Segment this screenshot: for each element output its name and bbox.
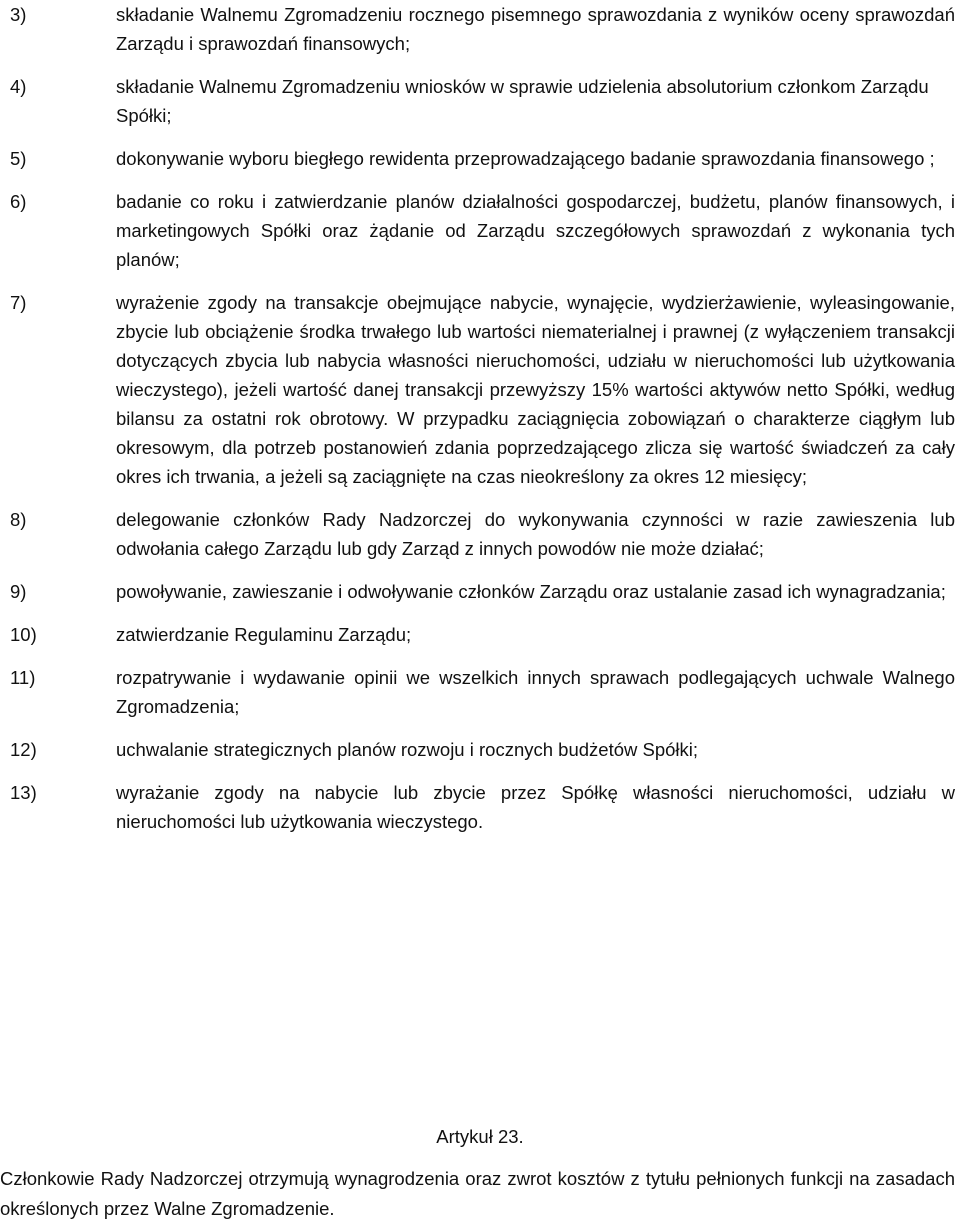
- item-number: 4): [10, 76, 27, 97]
- article-body: Członkowie Rady Nadzorczej otrzymują wynagrodzenia oraz zwrot kosztów z tytułu pełnionych funkcji na zasadach określonych przez Walne Zgromadzenie.: [0, 1168, 955, 1219]
- item-number: 11): [10, 667, 36, 688]
- article-title: Artykuł 23.: [436, 1126, 524, 1147]
- item-number: 9): [10, 581, 27, 602]
- list-item: [10, 187, 955, 274]
- item-number: 7): [10, 292, 27, 313]
- list-item: [10, 505, 955, 563]
- list-item: [10, 577, 955, 606]
- item-text: delegowanie członków Rady Nadzorczej do wykonywania czynności w razie zawieszenia lub odwołania całego Zarządu lub gdy Zarząd z innych powodów nie może działać;: [116, 509, 955, 559]
- item-text: składanie Walnemu Zgromadzeniu rocznego pisemnego sprawozdania z wyników oceny sprawozdań Zarządu i sprawozdań finansowych;: [116, 4, 955, 54]
- item-text: składanie Walnemu Zgromadzeniu wniosków w sprawie udzielenia absolutorium członkom Zarządu Spółki;: [116, 76, 929, 126]
- list-item: [10, 663, 955, 721]
- list-item: [10, 0, 955, 58]
- list-item: [10, 72, 955, 130]
- item-number: 13): [10, 782, 37, 803]
- powers-list: [10, 0, 955, 850]
- list-item: [10, 288, 955, 491]
- item-number: 3): [10, 4, 27, 25]
- item-number: 10): [10, 624, 37, 645]
- item-number: 5): [10, 148, 27, 169]
- item-text: wyrażenie zgody na transakcje obejmujące nabycie, wynajęcie, wydzierżawienie, wyleasingowanie, zbycie lub obciążenie środka trwałego lub wartości niematerialnej i prawnej (z wyłączeniem transakcji dotyczących zbycia lub nabycia własności nieruchomości, udziału w nieruchomości lub użytkowania wieczystego), jeżeli wartość danej transakcji przewyższy 15% wartości aktywów netto Spółki, według bilansu za ostatni rok obrotowy. W przypadku zaciągnięcia zobowiązań o charakterze ciągłym lub okresowym, dla potrzeb postanowień zdania poprzedzającego zlicza się wartość świadczeń za cały okres ich trwania, a jeżeli są zaciągnięte na czas nieokreślony za okres 12 miesięcy;: [116, 292, 955, 487]
- item-number: 12): [10, 739, 37, 760]
- item-text: uchwalanie strategicznych planów rozwoju i rocznych budżetów Spółki;: [116, 739, 699, 760]
- list-item: [10, 620, 955, 649]
- list-item: [10, 144, 955, 173]
- item-text: dokonywanie wyboru biegłego rewidenta przeprowadzającego badanie sprawozdania finansowego ;: [116, 148, 935, 169]
- item-text: rozpatrywanie i wydawanie opinii we wszelkich innych sprawach podlegających uchwale Walnego Zgromadzenia;: [116, 667, 955, 717]
- item-text: zatwierdzanie Regulaminu Zarządu;: [116, 624, 412, 645]
- list-item: [10, 735, 955, 764]
- item-number: 8): [10, 509, 27, 530]
- item-number: 6): [10, 191, 27, 212]
- item-text: powoływanie, zawieszanie i odwoływanie członków Zarządu oraz ustalanie zasad ich wynagradzania;: [116, 581, 946, 602]
- item-text: badanie co roku i zatwierdzanie planów działalności gospodarczej, budżetu, planów finansowych, i marketingowych Spółki oraz żądanie od Zarządu szczegółowych sprawozdań z wykonania tych planów;: [116, 191, 955, 270]
- list-item: [10, 778, 955, 836]
- item-text: wyrażanie zgody na nabycie lub zbycie przez Spółkę własności nieruchomości, udziału w nieruchomości lub użytkowania wieczystego.: [116, 782, 955, 832]
